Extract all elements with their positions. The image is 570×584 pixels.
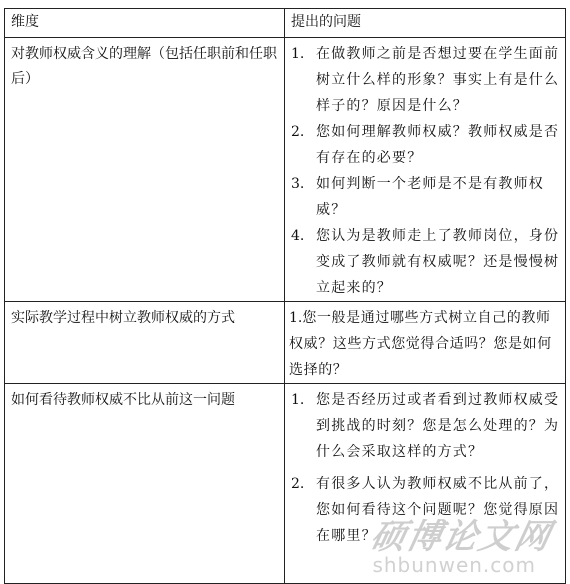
question-item: [289, 223, 561, 301]
watermark-url: shbunwen.com: [372, 553, 536, 577]
question-text: 在做教师之前是否想过要在学生面前树立什么样的形象？事实上有是什么样子的？原因是什么？: [316, 46, 560, 114]
question-text: 您是否经历过或者看到过教师权威受到挑战的时刻？您是怎么处理的？为什么会采取这样的方式？: [316, 392, 560, 460]
table-header-row: [5, 9, 566, 38]
questions-cell: [285, 38, 566, 302]
question-text: 有很多人认为教师权威不比从前了，您如何看待这个问题呢？您觉得原因在哪里？: [316, 476, 560, 544]
question-number: 1.: [291, 46, 305, 62]
question-number: 1.: [291, 392, 305, 408]
question-number: 2.: [291, 124, 305, 140]
question-number: 3.: [291, 176, 305, 192]
question-item: [289, 305, 561, 383]
question-text: 您一般是通过哪些方式树立自己的教师权威？这些方式您觉得合适吗？您是如何选择的？: [289, 310, 552, 378]
table-row: [5, 38, 566, 302]
question-item: [289, 119, 561, 171]
dimension-cell: 实际教学过程中树立教师权威的方式: [5, 302, 285, 384]
interview-questions-table: [4, 8, 566, 584]
question-item: [289, 387, 561, 465]
question-number: 1.: [289, 310, 303, 326]
question-list: [289, 305, 561, 383]
questions-cell: [285, 384, 566, 584]
question-item: [289, 41, 561, 119]
table-row: [5, 384, 566, 584]
question-list: [289, 387, 561, 549]
question-number: 2.: [291, 476, 305, 492]
question-text: 您认为是教师走上了教师岗位，身份变成了教师就有权威呢？还是慢慢树立起来的？: [316, 228, 560, 296]
question-number: 4.: [291, 228, 305, 244]
table-row: [5, 302, 566, 384]
header-questions: 提出的问题: [285, 9, 566, 38]
watermark-logo: 硕博论文网: [367, 517, 556, 557]
question-item: [289, 471, 561, 549]
question-item: [289, 171, 561, 223]
question-text: 如何判断一个老师是不是有教师权威？: [316, 176, 544, 218]
dimension-cell: 如何看待教师权威不比从前这一问题: [5, 384, 285, 584]
dimension-cell: 对教师权威含义的理解（包括任职前和任职后）: [5, 38, 285, 302]
question-text: 您如何理解教师权威？教师权威是否有存在的必要？: [316, 124, 560, 166]
question-list: [289, 41, 561, 301]
header-dimension: 维度: [5, 9, 285, 38]
questions-cell: [285, 302, 566, 384]
